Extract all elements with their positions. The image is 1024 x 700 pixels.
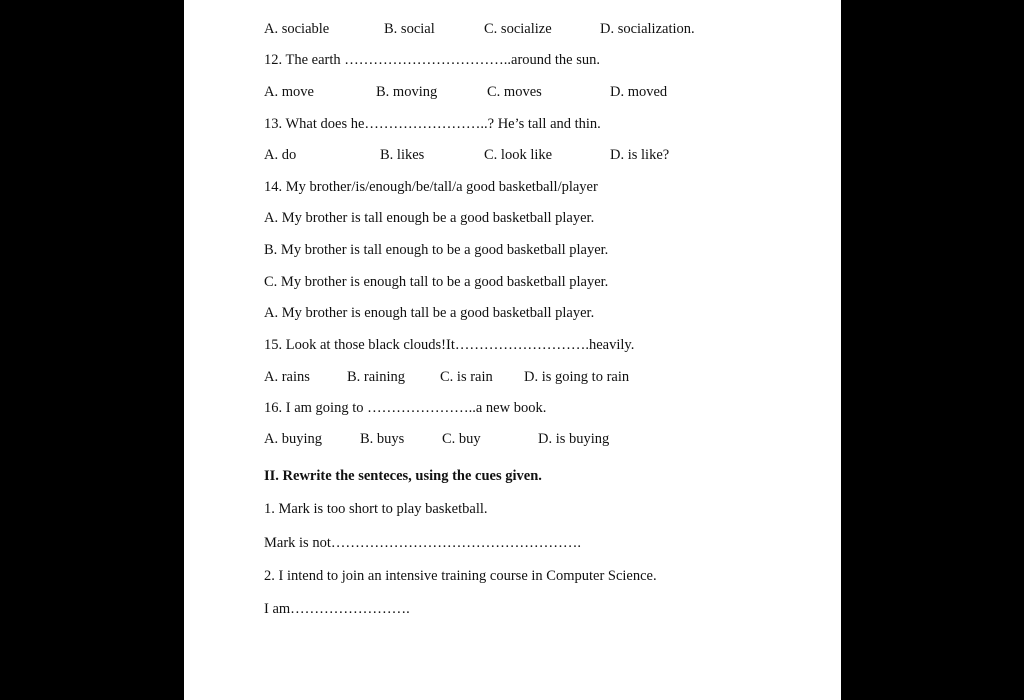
q16-question: 16. I am going to …………………..a new book. (264, 400, 547, 416)
q12-option-a: A. move (264, 84, 314, 100)
q13-option-d: D. is like? (610, 147, 670, 163)
q13-option-a: A. do (264, 147, 297, 163)
q14-option-b: B. My brother is tall enough to be a good basketball player. (264, 242, 609, 258)
section2-item2-sentence: 2. I intend to join an intensive training course in Computer Science. (264, 568, 657, 584)
q15-option-a: A. rains (264, 369, 310, 385)
section2-item1-sentence: 1. Mark is too short to play basketball. (264, 501, 488, 517)
section2-item1-prompt: Mark is not……………………………………………. (264, 535, 581, 551)
q16-option-c: C. buy (442, 431, 481, 447)
q14-question: 14. My brother/is/enough/be/tall/a good basketball/player (264, 179, 598, 195)
q12-option-c: C. moves (487, 84, 542, 100)
q15-option-c: C. is rain (440, 369, 493, 385)
q16-option-d: D. is buying (538, 431, 610, 447)
q13-question: 13. What does he……………………..? He’s tall and thin. (264, 116, 601, 132)
q12-option-b: B. moving (376, 84, 438, 100)
q12-option-d: D. moved (610, 84, 668, 100)
q12-question: 12. The earth ……………………………..around the sun. (264, 52, 601, 68)
q15-option-b: B. raining (347, 369, 405, 385)
q15-question: 15. Look at those black clouds!It……………………….heavily. (264, 337, 635, 353)
q13-option-b: B. likes (380, 147, 425, 163)
q13-option-c: C. look like (484, 147, 553, 163)
q11-option-c: C. socialize (484, 21, 552, 37)
section2-item2-prompt: I am……………………. (264, 601, 410, 617)
q11-option-a: A. sociable (264, 21, 330, 37)
q14-option-c: C. My brother is enough tall to be a good basketball player. (264, 274, 609, 290)
section2-heading: II. Rewrite the senteces, using the cues given. (264, 468, 542, 484)
q16-option-a: A. buying (264, 431, 322, 447)
q16-option-b: B. buys (360, 431, 405, 447)
q11-option-d: D. socialization. (600, 21, 695, 37)
q14-option-d: A. My brother is enough tall be a good basketball player. (264, 305, 595, 321)
worksheet-page (184, 0, 841, 700)
q14-option-a: A. My brother is tall enough be a good basketball player. (264, 210, 595, 226)
q11-option-b: B. social (384, 21, 435, 37)
q15-option-d: D. is going to rain (524, 369, 630, 385)
